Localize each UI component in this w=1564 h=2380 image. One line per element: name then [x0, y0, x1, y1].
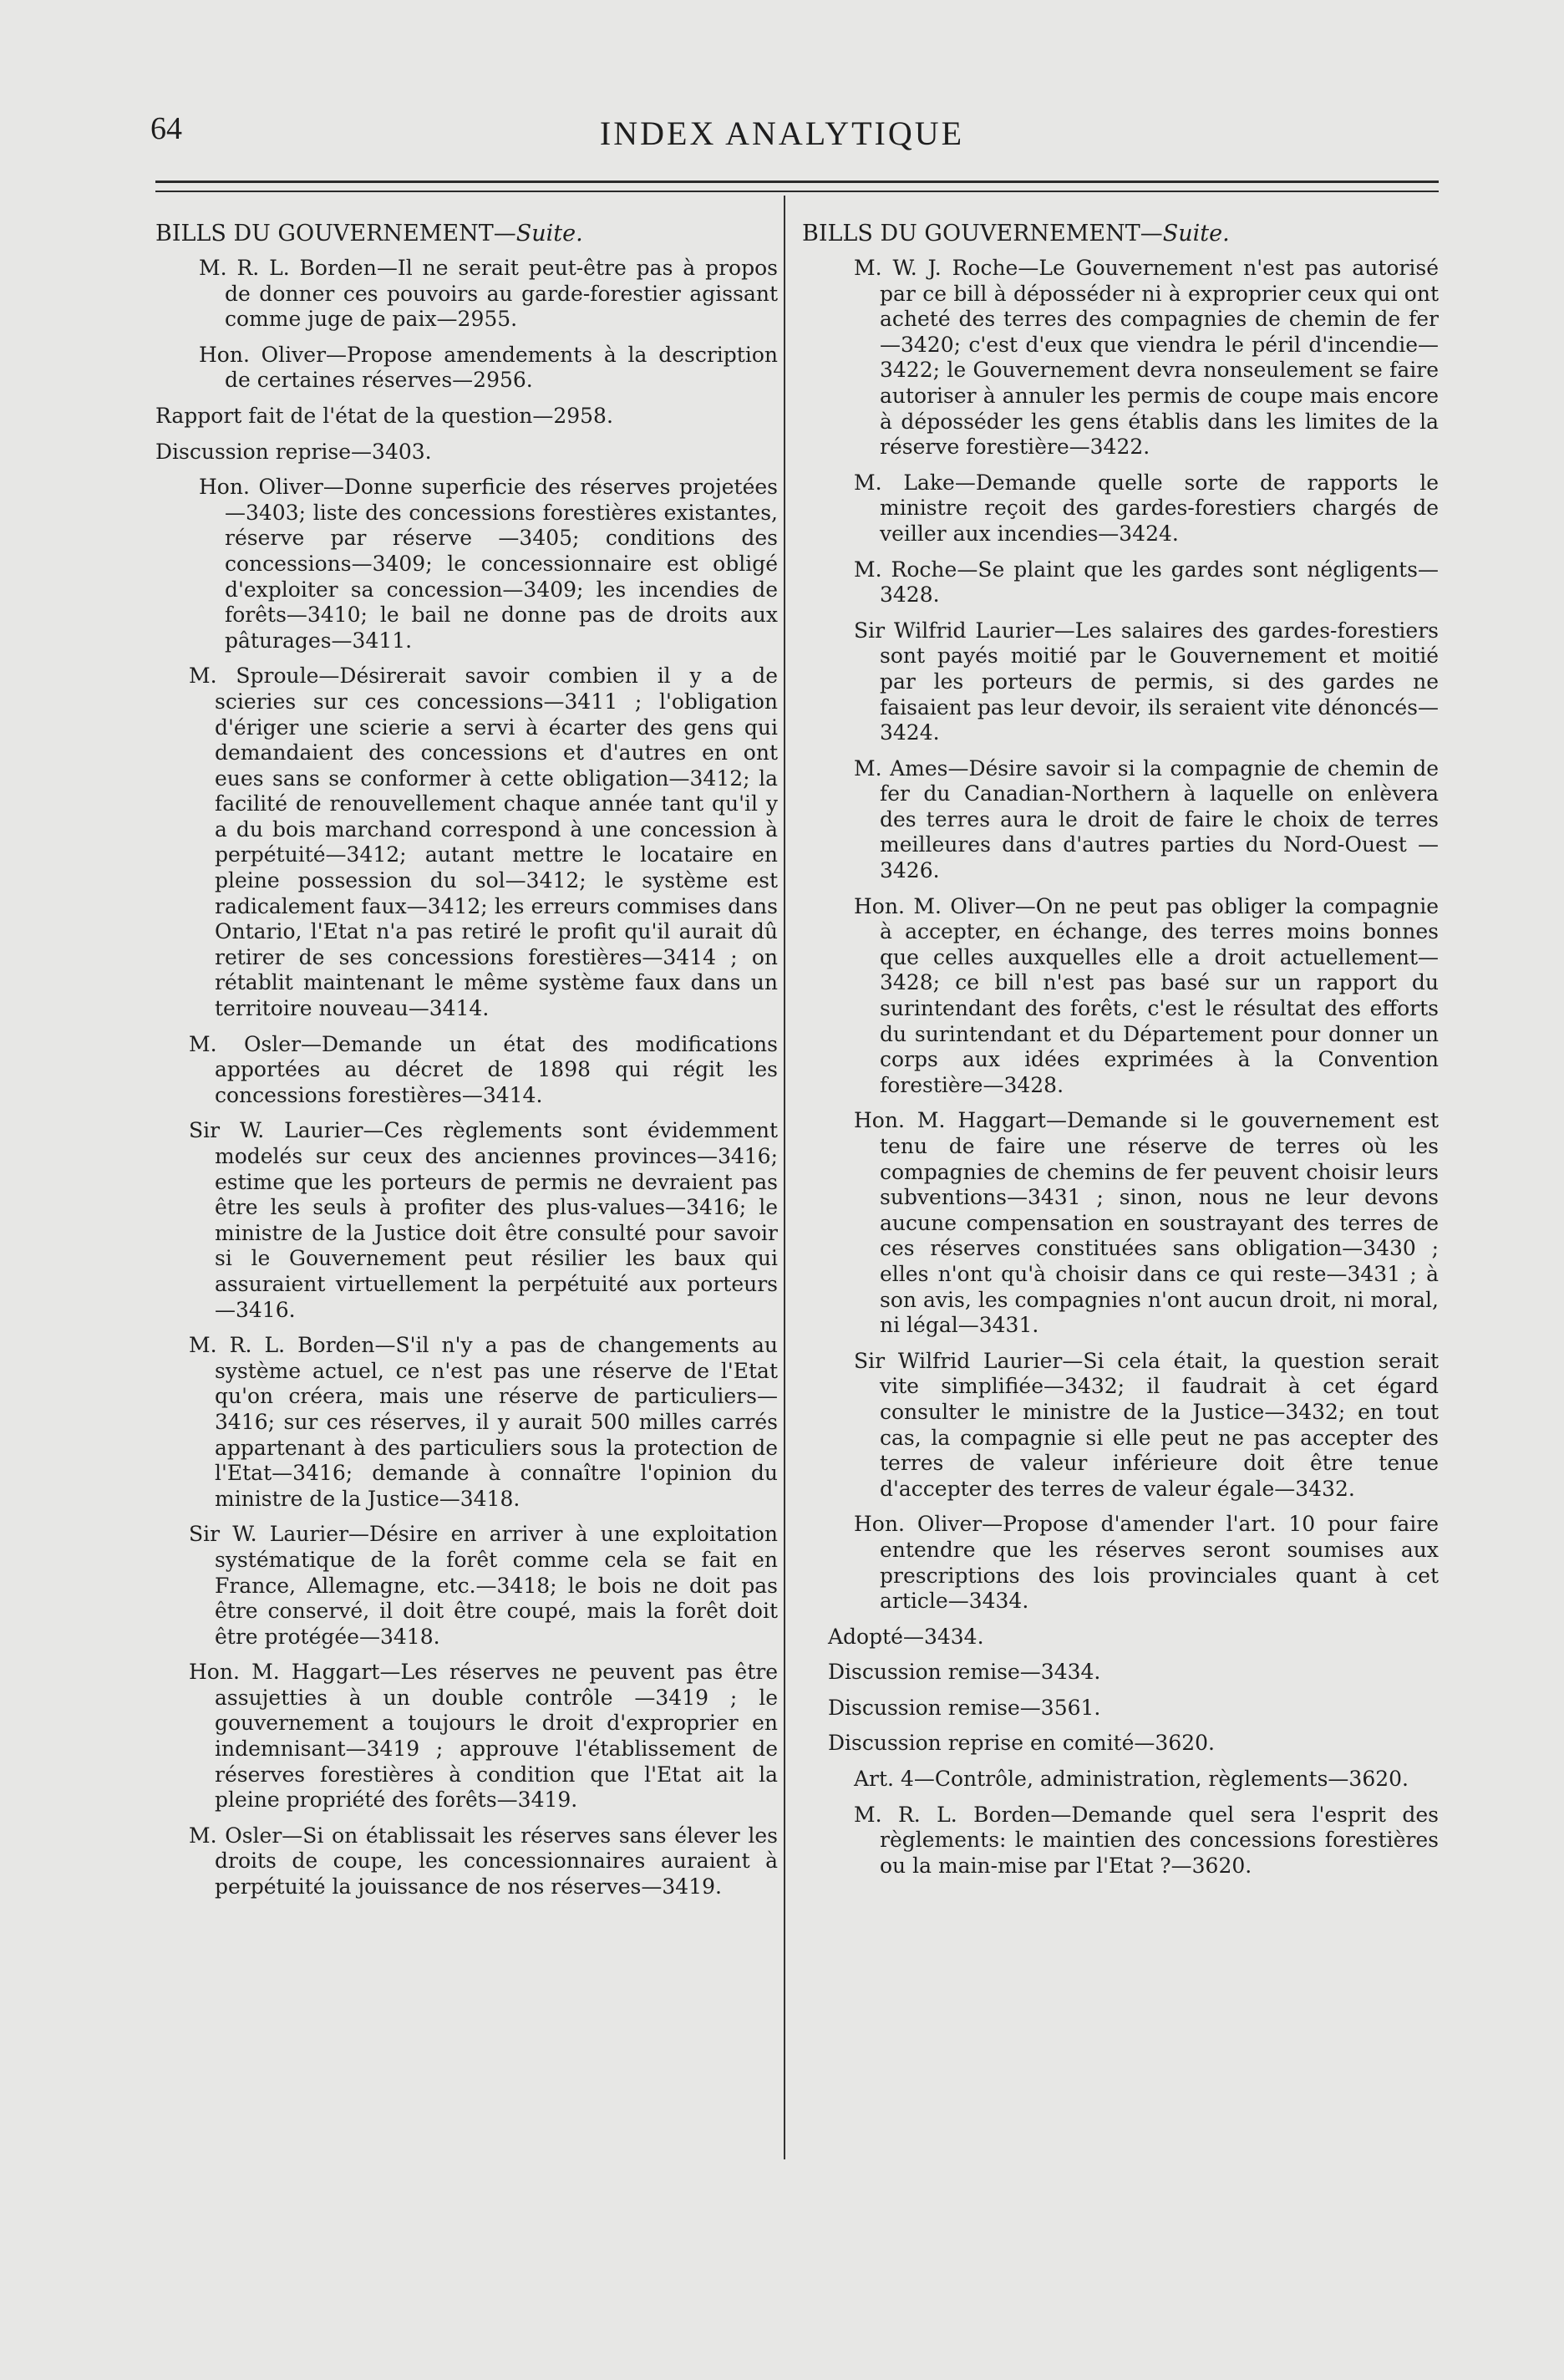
index-entry: M. Osler—Demande un état des modifications apportées au décret de 1898 qui régit les concessions forestières—3414. [189, 1031, 778, 1107]
index-entry: Hon. M. Haggart—Les réserves ne peuvent pas être assujetties à un double contrôle —3419 ; le gouvernement a toujours le droit d'exproprier en indemnisant—3419 ; approuve l'établissement de réserves forestières à condition que l'Etat ait la pleine propriété des forêts—3419. [189, 1660, 778, 1813]
index-entry: M. Osler—Si on établissait les réserves sans élever les droits de coupe, les concessionnaires auraient à perpétuité la jouissance de nos réserves—3419. [189, 1823, 778, 1899]
index-entry: Discussion remise—3561. [828, 1695, 1101, 1720]
index-entry: Sir W. Laurier—Désire en arriver à une exploitation systématique de la forêt comme cela se fait en France, Allemagne, etc.—3418; le bois ne doit pas être conservé, il doit être coupé, mais la forêt doit être protégée—3418. [189, 1522, 778, 1649]
index-entry: M. Lake—Demande quelle sorte de rapports le ministre reçoit des gardes-forestiers chargés de veiller aux incendies—3424. [854, 470, 1439, 546]
index-entry: Hon. M. Haggart—Demande si le gouvernement est tenu de faire une réserve de terres où les compagnies de chemins de fer peuvent choisir leurs subventions—3431 ; sinon, nous ne leur devons aucune compensation en soustrayant des terres de ces réserves constituées sans obligation—3430 ; elles n'ont qu'à choisir dans ce qui reste—3431 ; à son avis, les compagnies n'ont aucun droit, ni moral, ni légal—3431. [854, 1108, 1439, 1338]
index-entry: M. R. L. Borden—S'il n'y a pas de changements au système actuel, ce n'est pas une réserve de l'Etat qu'on créera, mais une réserve de particuliers—3416; sur ces réserves, il y aurait 500 milles carrés appartenant à des particuliers sous la protection de l'Etat—3416; demande à connaître l'opinion du ministre de la Justice—3418. [189, 1333, 778, 1511]
left-column [155, 221, 778, 1910]
index-entry: Sir W. Laurier—Ces règlements sont évidemment modelés sur ceux des anciennes provinces—3416; estime que les porteurs de permis ne devraient pas être les seuls à profiter des plus-values—3416; le ministre de la Justice doit être consulté pour savoir si le Gouvernement peut résilier les baux qui assuraient virtuellement la perpétuité aux porteurs—3416. [189, 1118, 778, 1322]
index-entry: Discussion reprise—3403. [155, 439, 432, 464]
index-entry: M. R. L. Borden—Demande quel sera l'esprit des règlements: le maintien des concessions forestières ou la main-mise par l'Etat ?—3620. [854, 1802, 1439, 1878]
index-entry: M. W. J. Roche—Le Gouvernement n'est pas autorisé par ce bill à déposséder ni à exproprier ceux qui ont acheté des terres des compagnies de chemin de fer—3420; c'est d'eux que viendra le péril d'incendie—3422; le Gouvernement devra nonseulement se faire autoriser à annuler les permis de coupe mais encore à déposséder les gens établis dans les limites de la réserve forestière—3422. [854, 256, 1439, 460]
right-column [802, 221, 1439, 1889]
index-entry: Hon. Oliver—Propose amendements à la description de certaines réserves—2956. [199, 342, 778, 393]
column-divider [784, 196, 785, 2159]
right-heading-suffix: Suite. [1162, 221, 1230, 247]
right-heading-main: BILLS DU GOUVERNEMENT— [802, 221, 1163, 247]
index-entry: Hon. Oliver—Propose d'amender l'art. 10 pour faire entendre que les réserves seront soumises aux prescriptions des lois provinciales quant à cet article—3434. [854, 1512, 1439, 1614]
index-entry: M. Roche—Se plaint que les gardes sont négligents—3428. [854, 557, 1439, 608]
header-rule-bottom [155, 191, 1439, 192]
index-entry: M. Ames—Désire savoir si la compagnie de chemin de fer du Canadian-Northern à laquelle on enlèvera des terres aura le droit de faire le choix de terres meilleures dans d'autres parties du Nord-Ouest —3426. [854, 755, 1439, 883]
page-number: 64 [150, 111, 182, 146]
left-heading-main: BILLS DU GOUVERNEMENT— [155, 221, 516, 247]
index-entry: Hon. Oliver—Donne superficie des réserves projetées—3403; liste des concessions forestières existantes, réserve par réserve —3405; conditions des concessions—3409; le concessionnaire est obligé d'exploiter sa concession—3409; les incendies de forêts—3410; le bail ne donne pas de droits aux pâturages—3411. [199, 475, 778, 653]
left-heading-suffix: Suite. [515, 221, 583, 247]
index-entry: Sir Wilfrid Laurier—Si cela était, la question serait vite simplifiée—3432; il faudrait à cet égard consulter le ministre de la Justice—3432; en tout cas, la compagnie si elle peut ne pas accepter des terres de valeur inférieure doit être tenue d'accepter des terres de valeur égale—3432. [854, 1348, 1439, 1501]
index-entry: M. Sproule—Désirerait savoir combien il y a de scieries sur ces concessions—3411 ; l'obligation d'ériger une scierie a servi à écarter des gens qui demandaient des concessions et d'autres en ont eues sans se conformer à cette obligation—3412; la facilité de renouvellement chaque année tant qu'il y a du bois marchand correspond à une concession à perpétuité—3412; autant mettre le locataire en pleine possession du sol—3412; le système est radicalement faux—3412; les erreurs commises dans Ontario, l'Etat n'a pas retiré le profit qu'il aurait dû retirer de ses concessions forestières—3414 ; on rétablit maintenant le même système faux dans un territoire nouveau—3414. [189, 664, 778, 1021]
index-entry: Rapport fait de l'état de la question—2958. [155, 403, 613, 428]
left-section-heading [155, 221, 778, 247]
index-entry: Adopté—3434. [828, 1624, 984, 1649]
index-entry: Discussion reprise en comité—3620. [828, 1731, 1216, 1756]
header-rule-top [155, 181, 1439, 183]
running-title: INDEX ANALYTIQUE [599, 114, 965, 152]
index-entry: Discussion remise—3434. [828, 1660, 1101, 1685]
index-entry: M. R. L. Borden—Il ne serait peut-être pas à propos de donner ces pouvoirs au garde-forestier agissant comme juge de paix—2955. [199, 256, 778, 332]
index-entry: Hon. M. Oliver—On ne peut pas obliger la compagnie à accepter, en échange, des terres moins bonnes que celles auxquelles elle a droit actuellement—3428; ce bill n'est pas basé sur un rapport du surintendant des forêts, c'est le résultat des efforts du surintendant et du Département pour donner un corps aux idées exprimées à la Convention forestière—3428. [854, 893, 1439, 1097]
index-entry: Art. 4—Contrôle, administration, règlements—3620. [854, 1767, 1409, 1792]
index-entry: Sir Wilfrid Laurier—Les salaires des gardes-forestiers sont payés moitié par le Gouvernement et moitié par les porteurs de permis, si des gardes ne faisaient pas leur devoir, ils seraient vite dénoncés—3424. [854, 618, 1439, 745]
right-section-heading [802, 221, 1439, 247]
